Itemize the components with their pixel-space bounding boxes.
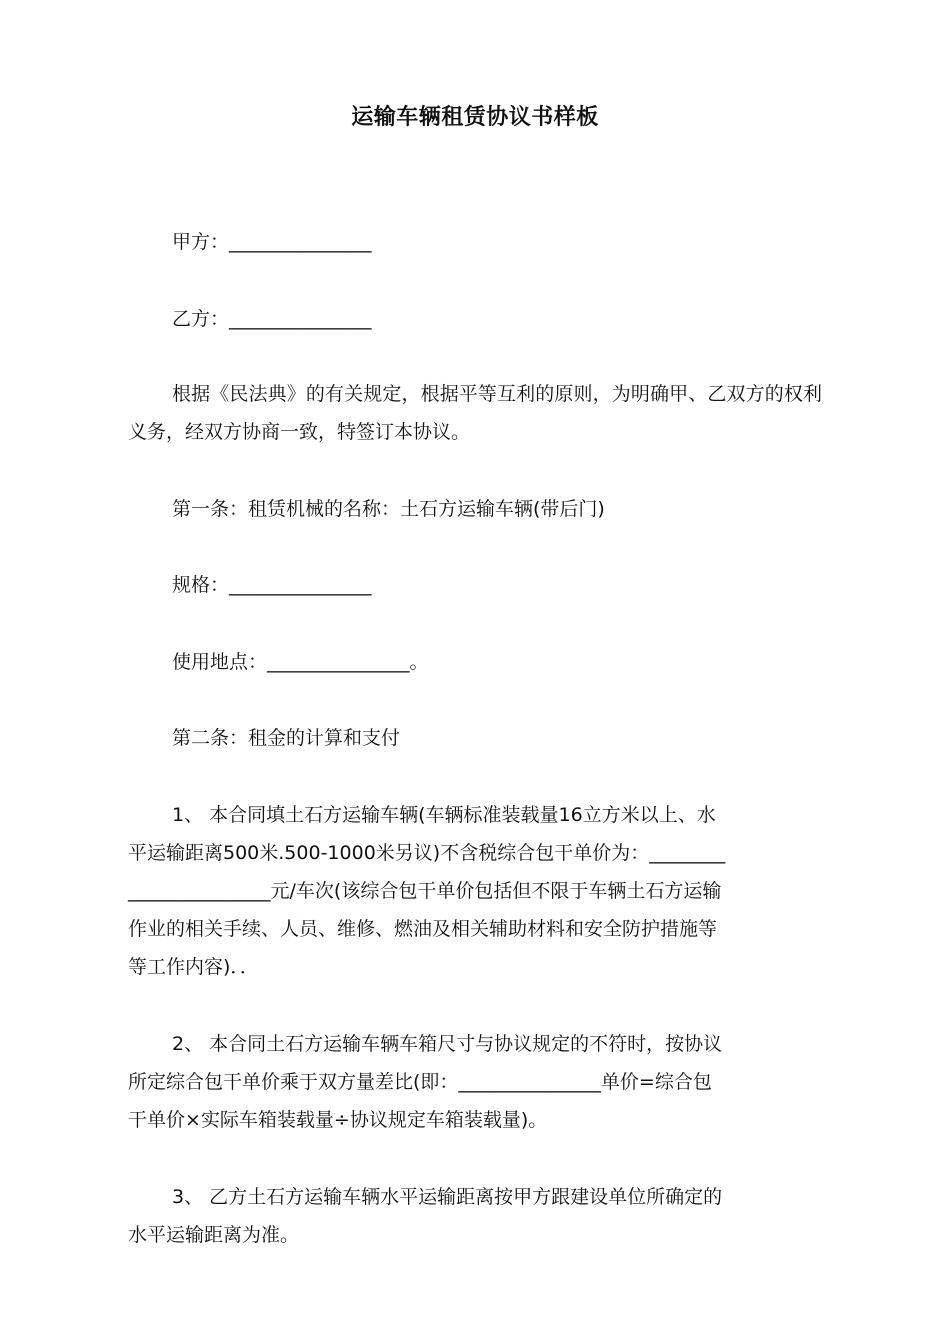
clause-1-line-1: 1、 本合同填土石方运输车辆(车辆标准装载量16立方米以上、水 xyxy=(172,804,716,826)
article-1-heading: 第一条：租赁机械的名称：土石方运输车辆(带后门) xyxy=(172,498,605,520)
clause-3-line-1: 3、 乙方土石方运输车辆水平运输距离按甲方跟建设单位所确定的 xyxy=(172,1186,723,1208)
document-title: 运输车辆租赁协议书样板 xyxy=(351,105,599,130)
spec-line: 规格：_______________ xyxy=(172,574,372,596)
clause-1-line-5: 等工作内容)．． xyxy=(128,956,259,978)
party-b-line: 乙方：_______________ xyxy=(172,308,372,330)
article-2-heading: 第二条：租金的计算和支付 xyxy=(172,727,401,749)
clause-1-line-3: _______________元/车次(该综合包干单价包括但不限于车辆土石方运输 xyxy=(128,880,722,902)
clause-2-line-1: 2、 本合同土石方运输车辆车箱尺寸与协议规定的不符时，按协议 xyxy=(172,1033,723,1055)
clause-1-line-2: 平运输距离500米.500-1000米另议)不含税综合包干单价为：________ xyxy=(128,842,726,864)
preamble-paragraph: 根据《民法典》的有关规定，根据平等互利的原则，为明确甲、乙双方的权利义务，经双方协商一致，特签订本协议。 xyxy=(128,383,822,443)
clause-2-line-3: 干单价×实际车箱装载量÷协议规定车箱装载量)。 xyxy=(128,1109,548,1131)
location-line: 使用地点：_______________。 xyxy=(172,651,429,673)
clause-3-line-2: 水平运输距离为准。 xyxy=(128,1224,300,1246)
clause-1-line-4: 作业的相关手续、人员、维修、燃油及相关辅助材料和安全防护措施等 xyxy=(128,918,718,940)
party-a-line: 甲方：_______________ xyxy=(172,231,372,253)
clause-2-line-2: 所定综合包干单价乘于双方量差比(即：_______________单价=综合包 xyxy=(128,1071,712,1093)
